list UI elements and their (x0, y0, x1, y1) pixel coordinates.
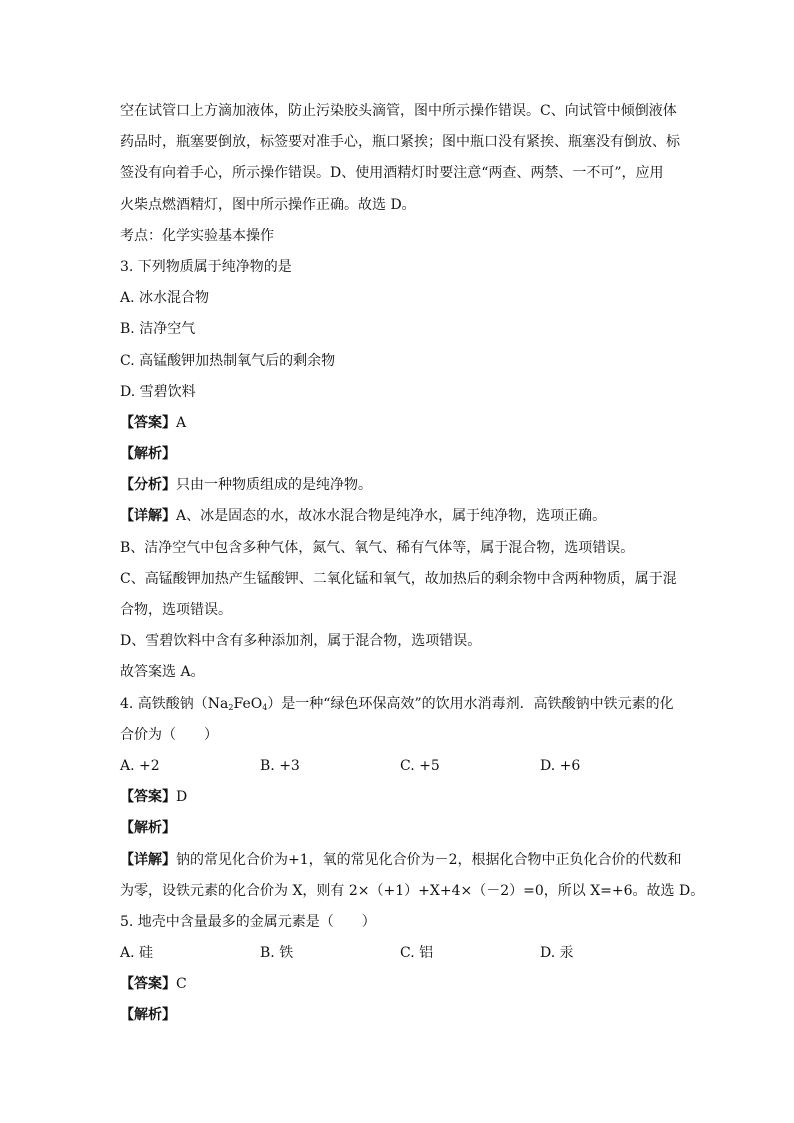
q5-option-a: A. 硅 (120, 945, 154, 962)
q5-stem: 5. 地壳中含量最多的金属元素是（ ） (120, 913, 376, 930)
q5-option-d: D. 汞 (540, 945, 574, 962)
q3-stem: 3. 下列物质属于纯净物的是 (120, 258, 292, 275)
q4-subscript: 2 (228, 702, 234, 712)
q4-option-b: B. +3 (260, 757, 300, 774)
detail-text: A、冰是固态的水，故冰水混合物是纯净水，属于纯净物，选项正确。 (176, 508, 607, 525)
q5-options (120, 938, 680, 969)
q4-stem-part: FeO (233, 695, 263, 712)
q4-stem-part: ）是一种“绿色环保高效”的饮用水消毒剂．高铁酸钠中铁元素的化 (267, 695, 674, 712)
q3-option-c: C. 高锰酸钾加热制氧气后的剩余物 (120, 352, 336, 369)
q3-detail-b: B、洁净空气中包含多种气体，氮气、氧气、稀有气体等，属于混合物，选项错误。 (120, 539, 635, 556)
q4-detail (120, 845, 680, 876)
detail-tag: 【详解】 (120, 851, 176, 868)
answer-tag: 【答案】 (120, 789, 176, 806)
q3-detail (120, 501, 680, 532)
intro-line-1: 空在试管口上方滴加液体，防止污染胶头滴管，图中所示操作错误。C、向试管中倾倒液体 (120, 103, 677, 119)
q4-stem (120, 689, 680, 720)
q4-option-d: D. +6 (540, 757, 581, 774)
q4-answer (120, 782, 680, 813)
q5-answer (120, 969, 680, 1000)
detail-text: 钠的常见化合价为+1，氧的常见化合价为－2，根据化合物中正负化合价的代数和 (176, 851, 682, 868)
q4-detail-line2: 为零，设铁元素的化合价为 X，则有 2×（+1）+X+4×（－2）=0，所以 X=+6。故选 D。 (120, 882, 705, 899)
q4-options (120, 751, 680, 782)
q3-option-a: A. 冰水混合物 (120, 290, 210, 307)
q4-stem-line2: 合价为（ ） (120, 726, 218, 743)
q3-conclusion: 故答案选 A。 (120, 664, 205, 681)
q3-answer (120, 408, 680, 439)
answer-tag: 【答案】 (120, 414, 176, 431)
fenxi-tag: 【分析】 (120, 477, 176, 494)
q4-stem-part: 4. 高铁酸钠（Na (120, 695, 229, 712)
answer-value: D (176, 789, 188, 806)
intro-line-3: 签没有向着手心，所示操作错误。D、使用酒精灯时要注意“两查、两禁、一不可”，应用 (120, 165, 664, 182)
q3-detail-c: C、高锰酸钾加热产生锰酸钾、二氧化锰和氧气，故加热后的剩余物中含两种物质，属于混 (120, 570, 677, 587)
q3-detail-d: D、雪碧饮料中含有多种添加剂，属于混合物，选项错误。 (120, 633, 482, 650)
intro-line-2: 药品时，瓶塞要倒放，标签要对准手心，瓶口紧挨；图中瓶口没有紧挨、瓶塞没有倒放、标 (120, 134, 680, 151)
q4-subscript: 4 (262, 702, 268, 712)
fenxi-text: 只由一种物质组成的是纯净物。 (176, 477, 372, 494)
kaodian-line: 考点：化学实验基本操作 (120, 227, 274, 244)
q3-option-d: D. 雪碧饮料 (120, 383, 196, 400)
q3-option-b: B. 洁净空气 (120, 321, 196, 338)
answer-tag: 【答案】 (120, 976, 176, 993)
q5-analysis-tag: 【解析】 (120, 1007, 176, 1024)
q4-option-a: A. +2 (120, 757, 160, 774)
detail-tag: 【详解】 (120, 508, 176, 525)
q4-option-c: C. +5 (400, 757, 440, 774)
answer-value: C (176, 976, 187, 993)
intro-line-4: 火柴点燃酒精灯，图中所示操作正确。故选 D。 (120, 196, 416, 213)
q3-detail-c-cont: 合物，选项错误。 (120, 602, 232, 618)
q3-fenxi (120, 470, 680, 501)
q5-option-b: B. 铁 (260, 945, 294, 962)
q5-option-c: C. 铝 (400, 945, 434, 962)
q3-analysis-tag: 【解析】 (120, 446, 176, 463)
answer-value: A (176, 414, 187, 431)
q4-analysis-tag: 【解析】 (120, 820, 176, 837)
document-page (120, 96, 705, 1032)
